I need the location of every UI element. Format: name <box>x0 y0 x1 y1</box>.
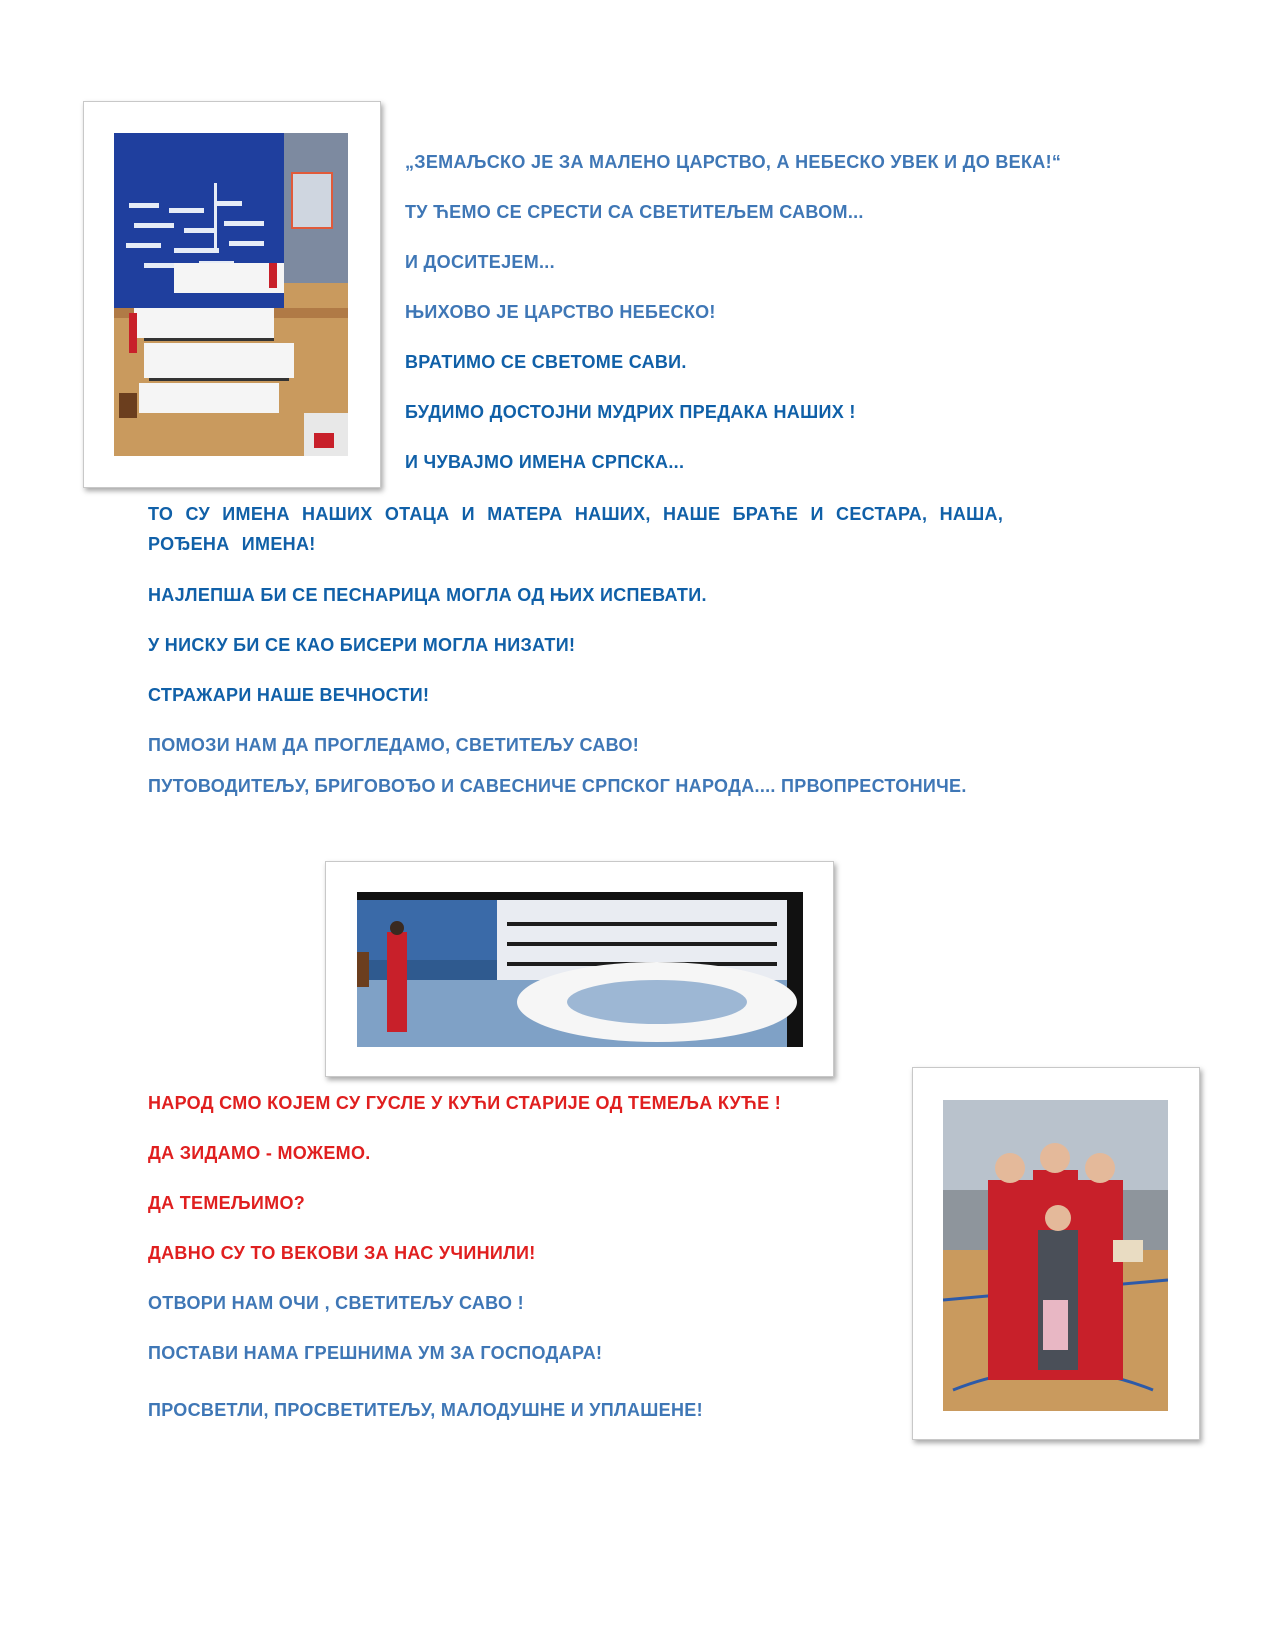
folk-dance-photo-icon <box>357 892 803 1047</box>
verse-line: ВРАТИМО СЕ СВЕТОМЕ САВИ. <box>405 352 687 372</box>
choir-concert-photo-icon <box>114 133 348 456</box>
verse-line: ПОСТАВИ НАМА ГРЕШНИМА УМ ЗА ГОСПОДАРА! <box>148 1343 603 1363</box>
verse-line: СТРАЖАРИ НАШЕ ВЕЧНОСТИ! <box>148 685 430 705</box>
verse-paragraph: ТО СУ ИМЕНА НАШИХ ОТАЦА И МАТЕРА НАШИХ, НАШЕ БРАЋЕ И СЕСТАРА, НАША, РОЂЕНА ИМЕНА! <box>148 504 1004 554</box>
verse-line: ДА ЗИДАМО - МОЖЕМО. <box>148 1143 371 1163</box>
choir-photo-frame <box>83 101 381 488</box>
verse-line: ДА ТЕМЕЉИМО? <box>148 1193 306 1213</box>
verse-line: НАРОД СМО КОЈЕМ СУ ГУСЛЕ У КУЋИ СТАРИЈЕ ОД ТЕМЕЉА КУЋЕ ! <box>148 1093 782 1113</box>
verse-line: И ЧУВАЈМО ИМЕНА СРПСКА... <box>405 452 685 472</box>
verse-line: ОТВОРИ НАМ ОЧИ , СВЕТИТЕЉУ САВО ! <box>148 1293 524 1313</box>
verse-line: ДАВНО СУ ТО ВЕКОВИ ЗА НАС УЧИНИЛИ! <box>148 1243 536 1263</box>
verse-line: И ДОСИТЕЈЕМ... <box>405 252 555 272</box>
verse-line: „ЗЕМАЉСКО ЈЕ ЗА МАЛЕНО ЦАРСТВО, А НЕБЕСКО УВЕК И ДО ВЕКА!“ <box>405 152 1062 172</box>
verse-line: ПРОСВЕТЛИ, ПРОСВЕТИТЕЉУ, МАЛОДУШНЕ И УПЛАШЕНЕ! <box>148 1400 703 1420</box>
verse-line: ПУТОВОДИТЕЉУ, БРИГОВОЂО И САВЕСНИЧЕ СРПСКОГ НАРОДА.... ПРВОПРЕСТОНИЧЕ. <box>148 776 967 796</box>
dance-photo-frame <box>325 861 834 1077</box>
verse-line: НАЈЛЕПША БИ СЕ ПЕСНАРИЦА МОГЛА ОД ЊИХ ИСПЕВАТИ. <box>148 585 707 605</box>
girls-photo-frame <box>912 1067 1200 1440</box>
verse-line: БУДИМО ДОСТОЈНИ МУДРИХ ПРЕДАКА НАШИХ ! <box>405 402 856 422</box>
girls-in-red-dresses-photo-icon <box>943 1100 1168 1411</box>
verse-line: ТУ ЋЕМО СЕ СРЕСТИ СА СВЕТИТЕЉЕМ САВОМ... <box>405 202 864 222</box>
verse-line: У НИСКУ БИ СЕ КАО БИСЕРИ МОГЛА НИЗАТИ! <box>148 635 576 655</box>
verse-line: ЊИХОВО ЈЕ ЦАРСТВО НЕБЕСКО! <box>405 302 716 322</box>
verse-line: ПОМОЗИ НАМ ДА ПРОГЛЕДАМО, СВЕТИТЕЉУ САВО! <box>148 735 640 755</box>
